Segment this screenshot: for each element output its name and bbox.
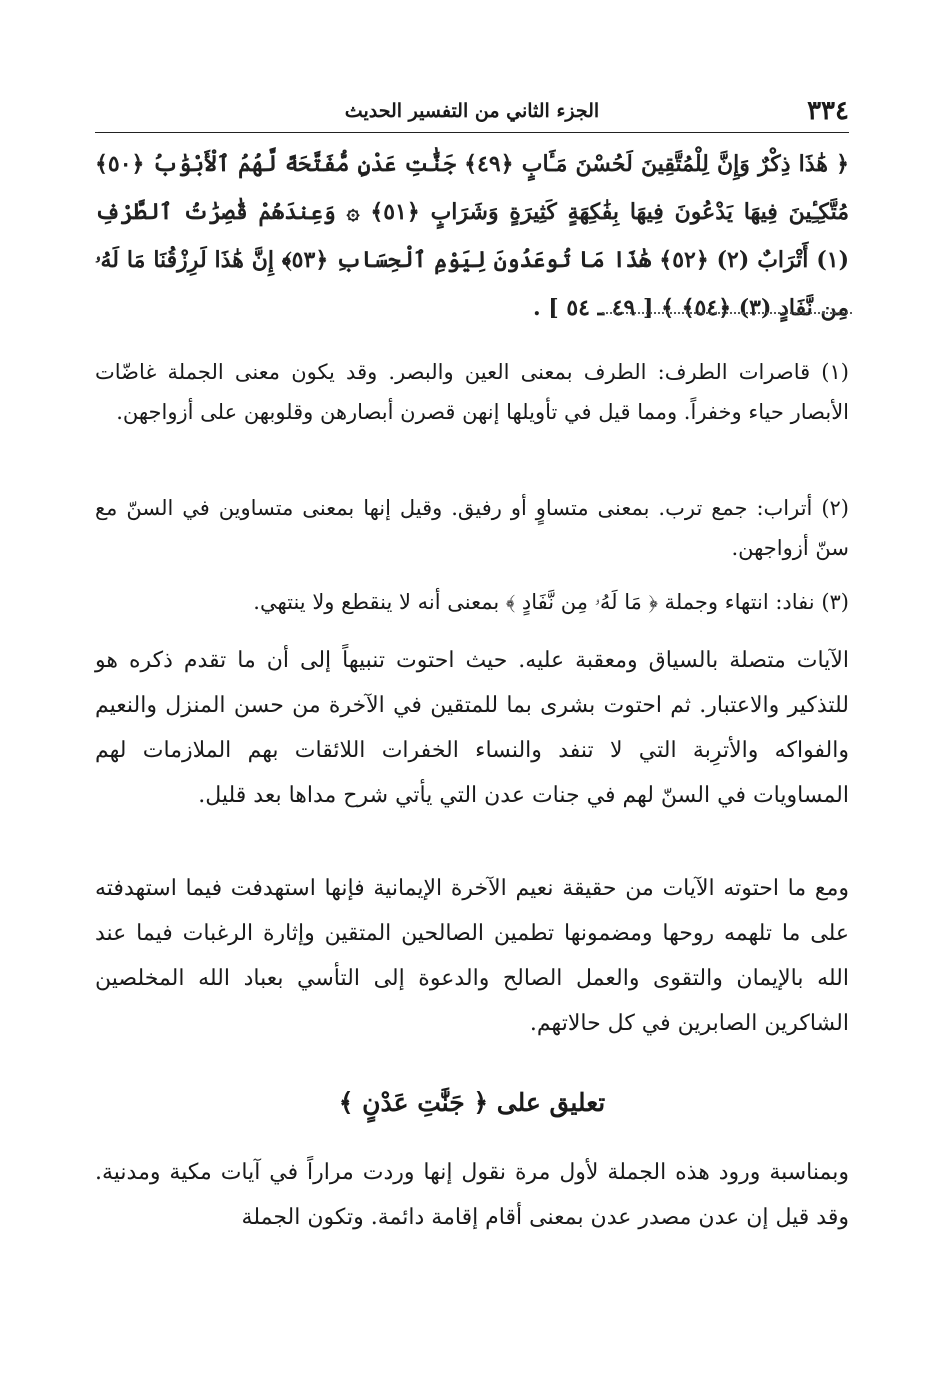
commentary-paragraph-1: الآيات متصلة بالسياق ومعقبة عليه. حيث احتوت تنبيهاً إلى أن ما تقدم ذكره هو للتذكير والاعتبار. ثم احتوت بشرى بما للمتقين في الآخرة من حسن المنزل والنعيم والفواكه والأترِبة التي لا تنفد والنساء الخفرات اللائقات بهم الملازمات لهم المساويات في السنّ لهم في جنات عدن التي يأتي شرح مداها بعد قليل.: [95, 648, 849, 808]
section-paragraph: وبمناسبة ورود هذه الجملة لأول مرة نقول إنها وردت مراراً في آيات مكية ومدنية. وقد قيل إن عدن مصدر عدن بمعنى أقام إقامة دائمة. وتكون الجملة: [95, 1160, 849, 1230]
footnote-separator: [602, 312, 852, 316]
section-heading: تعليق على ﴿ جَنَّٰتِ عَدْنٍ ﴾: [338, 1088, 606, 1117]
page-number: ٣٣٤: [807, 96, 849, 126]
footnote-3: (٣) نفاد: انتهاء وجملة ﴿ مَا لَهُۥ مِن نَّفَادٍ ﴾ بمعنى أنه لا ينقطع ولا ينتهي.: [253, 590, 849, 614]
footnote-2: (٢) أتراب: جمع ترب. بمعنى متساوٍ أو رفيق. وقيل إنها بمعنى متساوين في السنّ مع سنّ أزواجهن.: [95, 496, 849, 560]
running-title: الجزء الثاني من التفسير الحديث: [344, 100, 600, 122]
page-header: [95, 92, 849, 133]
quran-verses: ﴿ هَٰذَا ذِكْرٌ وَإِنَّ لِلْمُتَّقِينَ لَحُسْنَ مَـَٔابٍ ﴿٤٩﴾ جَنَّٰتِ عَدْنٍ مُّفَتَّحَةً لَّهُمُ ٱلْأَبْوَٰبُ ﴿٥٠﴾ مُتَّكِـِٔينَ فِيهَا يَدْعُونَ فِيهَا بِفَٰكِهَةٍ كَثِيرَةٍ وَشَرَابٍ ﴿٥١﴾ ۞ وَعِندَهُمْ قَٰصِرَٰتُ ٱلطَّرْفِ (١) أَتْرَابٌ (٢) ﴿٥٢﴾ هَٰذَا مَا تُوعَدُونَ لِيَوْمِ ٱلْحِسَابِ ﴿٥٣﴾ إِنَّ هَٰذَا لَرِزْقُنَا مَا لَهُۥ مِن نَّفَادٍ (٣) ﴿٥٤﴾ ﴾ [ ٤٩ ـ ٥٤ ] .: [95, 151, 850, 321]
commentary-paragraph-2: ومع ما احتوته الآيات من حقيقة نعيم الآخرة الإيمانية فإنها استهدفت فيما استهدفته على ما تلهمه روحها ومضمونها تطمين الصالحين المتقين وإثارة الرغبات فيما عند الله بالإيمان والتقوى والعمل الصالح والدعوة إلى التأسي بعباد الله المخلصين الشاكرين الصابرين في كل حالاتهم.: [95, 876, 849, 1036]
footnote-1: (١) قاصرات الطرف: الطرف بمعنى العين والبصر. وقد يكون معنى الجملة غاضّات الأبصار حياء وخفراً. ومما قيل في تأويلها إنهن قصرن أبصارهن وقلوبهن على أزواجهن.: [95, 360, 849, 424]
